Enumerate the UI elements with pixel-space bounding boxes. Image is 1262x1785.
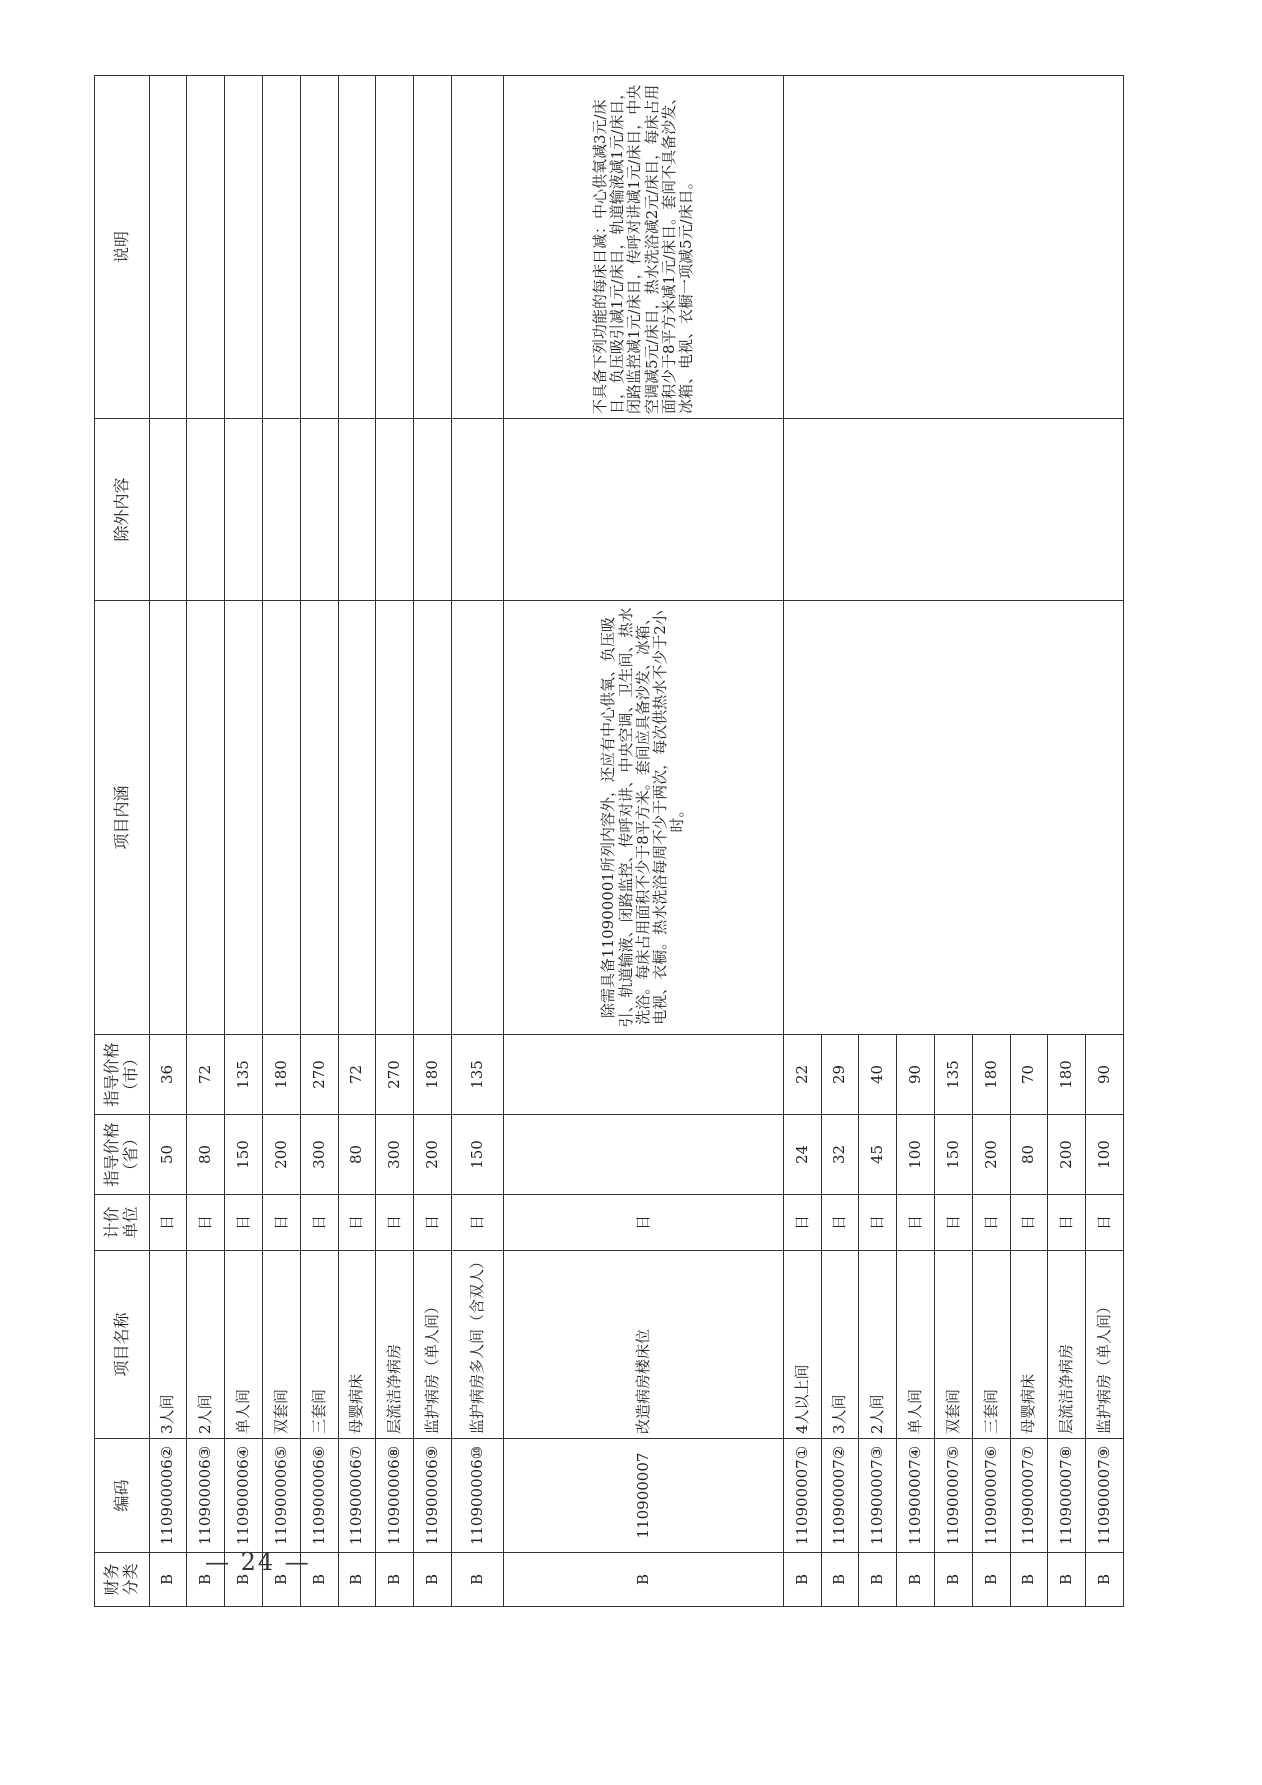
page-number: — 24 — bbox=[205, 1548, 311, 1576]
price-province-cell: 300 bbox=[376, 1115, 414, 1195]
price-province-cell: 80 bbox=[187, 1115, 225, 1195]
code-cell: 110900006⑩ bbox=[451, 1439, 504, 1553]
category-cell: B bbox=[1048, 1553, 1086, 1607]
header-price-province: 指导价格 （省） bbox=[95, 1115, 150, 1195]
category-cell: B bbox=[149, 1553, 187, 1607]
exclusions-cell bbox=[783, 419, 1123, 601]
name-cell: 监护病房多人间（含双人） bbox=[451, 1251, 504, 1439]
code-cell: 110900007⑧ bbox=[1048, 1439, 1086, 1553]
notes-cell bbox=[300, 76, 338, 419]
code-cell: 110900007⑤ bbox=[934, 1439, 972, 1553]
notes-cell bbox=[262, 76, 300, 419]
exclusions-cell bbox=[149, 419, 187, 601]
name-cell: 3人间 bbox=[149, 1251, 187, 1439]
price-province-cell: 200 bbox=[1048, 1115, 1086, 1195]
category-cell: B bbox=[972, 1553, 1010, 1607]
content-cell bbox=[300, 601, 338, 1035]
notes-cell bbox=[451, 76, 504, 419]
table-row bbox=[783, 76, 821, 1607]
table-row bbox=[504, 76, 783, 1607]
category-cell: B bbox=[225, 1553, 263, 1607]
category-cell: B bbox=[338, 1553, 376, 1607]
rotated-price-table bbox=[94, 76, 1124, 1607]
name-cell: 3人间 bbox=[821, 1251, 859, 1439]
notes-cell bbox=[149, 76, 187, 419]
price-city-cell: 40 bbox=[859, 1035, 897, 1115]
price-city-cell: 29 bbox=[821, 1035, 859, 1115]
table-row bbox=[451, 76, 504, 1607]
unit-cell: 日 bbox=[338, 1195, 376, 1251]
category-cell: B bbox=[934, 1553, 972, 1607]
code-cell: 110900006③ bbox=[187, 1439, 225, 1553]
price-city-cell: 22 bbox=[783, 1035, 821, 1115]
name-cell: 三套间 bbox=[972, 1251, 1010, 1439]
unit-cell: 日 bbox=[934, 1195, 972, 1251]
price-province-cell: 150 bbox=[451, 1115, 504, 1195]
price-province-cell: 32 bbox=[821, 1115, 859, 1195]
content-cell bbox=[414, 601, 452, 1035]
header-code: 编码 bbox=[95, 1439, 150, 1553]
table-row bbox=[376, 76, 414, 1607]
name-cell: 三套间 bbox=[300, 1251, 338, 1439]
category-cell: B bbox=[187, 1553, 225, 1607]
name-cell: 2人间 bbox=[859, 1251, 897, 1439]
unit-cell: 日 bbox=[1086, 1195, 1124, 1251]
price-city-cell: 70 bbox=[1010, 1035, 1048, 1115]
content-cell bbox=[225, 601, 263, 1035]
price-province-cell: 80 bbox=[1010, 1115, 1048, 1195]
name-cell: 层流洁净病房 bbox=[1048, 1251, 1086, 1439]
table-row bbox=[414, 76, 452, 1607]
table-row bbox=[225, 76, 263, 1607]
unit-cell: 日 bbox=[451, 1195, 504, 1251]
price-city-cell: 180 bbox=[262, 1035, 300, 1115]
header-price-city: 指导价格 （市） bbox=[95, 1035, 150, 1115]
exclusions-cell bbox=[262, 419, 300, 601]
price-city-cell bbox=[504, 1035, 783, 1115]
category-cell: B bbox=[897, 1553, 935, 1607]
content-cell: 除需具备110900001所列内容外，还应有中心供氧、负压吸引、轨道输液、闭路监控、传呼对讲、中央空调、卫生间、热水洗浴。每床占用面积不少于8平方米。套间应具备沙发、冰箱、电视、衣橱。热水洗浴每周不少于两次，每次供热水不少于2小时。 bbox=[504, 601, 783, 1035]
price-city-cell: 135 bbox=[451, 1035, 504, 1115]
content-cell bbox=[262, 601, 300, 1035]
notes-cell bbox=[783, 76, 1123, 419]
exclusions-cell bbox=[376, 419, 414, 601]
price-city-cell: 72 bbox=[338, 1035, 376, 1115]
price-province-cell: 45 bbox=[859, 1115, 897, 1195]
content-cell bbox=[376, 601, 414, 1035]
price-province-cell: 24 bbox=[783, 1115, 821, 1195]
content-cell bbox=[149, 601, 187, 1035]
content-cell bbox=[338, 601, 376, 1035]
price-province-cell: 300 bbox=[300, 1115, 338, 1195]
code-cell: 110900007② bbox=[821, 1439, 859, 1553]
table-row bbox=[338, 76, 376, 1607]
price-table bbox=[94, 75, 1124, 1607]
category-cell: B bbox=[414, 1553, 452, 1607]
category-cell: B bbox=[262, 1553, 300, 1607]
price-city-cell: 90 bbox=[1086, 1035, 1124, 1115]
price-province-cell: 100 bbox=[1086, 1115, 1124, 1195]
code-cell: 110900006⑦ bbox=[338, 1439, 376, 1553]
header-name: 项目名称 bbox=[95, 1251, 150, 1439]
unit-cell: 日 bbox=[504, 1195, 783, 1251]
price-province-cell: 150 bbox=[934, 1115, 972, 1195]
name-cell: 层流洁净病房 bbox=[376, 1251, 414, 1439]
exclusions-cell bbox=[414, 419, 452, 601]
exclusions-cell bbox=[451, 419, 504, 601]
name-cell: 单人间 bbox=[897, 1251, 935, 1439]
price-city-cell: 270 bbox=[376, 1035, 414, 1115]
header-content: 项目内涵 bbox=[95, 601, 150, 1035]
category-cell: B bbox=[859, 1553, 897, 1607]
unit-cell: 日 bbox=[859, 1195, 897, 1251]
name-cell: 2人间 bbox=[187, 1251, 225, 1439]
code-cell: 110900007① bbox=[783, 1439, 821, 1553]
code-cell: 110900006⑧ bbox=[376, 1439, 414, 1553]
price-city-cell: 90 bbox=[897, 1035, 935, 1115]
header-row bbox=[95, 76, 150, 1607]
table-row bbox=[187, 76, 225, 1607]
unit-cell: 日 bbox=[225, 1195, 263, 1251]
exclusions-cell bbox=[225, 419, 263, 601]
price-city-cell: 270 bbox=[300, 1035, 338, 1115]
unit-cell: 日 bbox=[897, 1195, 935, 1251]
notes-cell: 不具备下列功能的每床日减：中心供氧减3元/床日，负压吸引减1元/床日，轨道输液减1元/床日，闭路监控减1元/床日，传呼对讲减1元/床日，中央空调减5元/床日，热水洗浴减2元/床日，每床占用面积少于8平方米减1元/床日。套间不具备沙发、冰箱、电视、衣橱一项减5元/床日。 bbox=[504, 76, 783, 419]
notes-cell bbox=[338, 76, 376, 419]
name-cell: 双套间 bbox=[934, 1251, 972, 1439]
unit-cell: 日 bbox=[149, 1195, 187, 1251]
category-cell: B bbox=[1086, 1553, 1124, 1607]
name-cell: 双套间 bbox=[262, 1251, 300, 1439]
unit-cell: 日 bbox=[1010, 1195, 1048, 1251]
price-city-cell: 180 bbox=[414, 1035, 452, 1115]
category-cell: B bbox=[821, 1553, 859, 1607]
price-province-cell: 100 bbox=[897, 1115, 935, 1195]
exclusions-cell bbox=[338, 419, 376, 601]
price-province-cell bbox=[504, 1115, 783, 1195]
price-province-cell: 50 bbox=[149, 1115, 187, 1195]
price-city-cell: 180 bbox=[1048, 1035, 1086, 1115]
notes-cell bbox=[376, 76, 414, 419]
unit-cell: 日 bbox=[972, 1195, 1010, 1251]
category-cell: B bbox=[376, 1553, 414, 1607]
unit-cell: 日 bbox=[262, 1195, 300, 1251]
name-cell: 母婴病床 bbox=[338, 1251, 376, 1439]
table-row bbox=[300, 76, 338, 1607]
content-cell bbox=[783, 601, 1123, 1035]
exclusions-cell bbox=[504, 419, 783, 601]
price-city-cell: 135 bbox=[934, 1035, 972, 1115]
price-city-cell: 135 bbox=[225, 1035, 263, 1115]
unit-cell: 日 bbox=[300, 1195, 338, 1251]
notes-cell bbox=[414, 76, 452, 419]
unit-cell: 日 bbox=[187, 1195, 225, 1251]
code-cell: 110900007⑨ bbox=[1086, 1439, 1124, 1553]
code-cell: 110900007 bbox=[504, 1439, 783, 1553]
category-cell: B bbox=[1010, 1553, 1048, 1607]
header-notes: 说明 bbox=[95, 76, 150, 419]
table-row bbox=[262, 76, 300, 1607]
header-unit: 计价 单位 bbox=[95, 1195, 150, 1251]
price-province-cell: 150 bbox=[225, 1115, 263, 1195]
name-cell: 监护病房（单人间） bbox=[414, 1251, 452, 1439]
code-cell: 110900007④ bbox=[897, 1439, 935, 1553]
code-cell: 110900007⑥ bbox=[972, 1439, 1010, 1553]
category-cell: B bbox=[300, 1553, 338, 1607]
code-cell: 110900006⑨ bbox=[414, 1439, 452, 1553]
name-cell: 监护病房（单人间） bbox=[1086, 1251, 1124, 1439]
unit-cell: 日 bbox=[821, 1195, 859, 1251]
exclusions-cell bbox=[300, 419, 338, 601]
price-city-cell: 72 bbox=[187, 1035, 225, 1115]
price-province-cell: 200 bbox=[262, 1115, 300, 1195]
category-cell: B bbox=[504, 1553, 783, 1607]
price-province-cell: 200 bbox=[972, 1115, 1010, 1195]
unit-cell: 日 bbox=[1048, 1195, 1086, 1251]
code-cell: 110900006⑥ bbox=[300, 1439, 338, 1553]
name-cell: 母婴病床 bbox=[1010, 1251, 1048, 1439]
price-city-cell: 36 bbox=[149, 1035, 187, 1115]
content-cell bbox=[451, 601, 504, 1035]
header-exclusions: 除外内容 bbox=[95, 419, 150, 601]
code-cell: 110900006④ bbox=[225, 1439, 263, 1553]
name-cell: 4人以上间 bbox=[783, 1251, 821, 1439]
notes-cell bbox=[225, 76, 263, 419]
category-cell: B bbox=[783, 1553, 821, 1607]
name-cell: 改造病房楼床位 bbox=[504, 1251, 783, 1439]
header-category: 财务 分类 bbox=[95, 1553, 150, 1607]
code-cell: 110900006⑤ bbox=[262, 1439, 300, 1553]
unit-cell: 日 bbox=[414, 1195, 452, 1251]
table-row bbox=[149, 76, 187, 1607]
category-cell: B bbox=[451, 1553, 504, 1607]
notes-cell bbox=[187, 76, 225, 419]
content-cell bbox=[187, 601, 225, 1035]
price-city-cell: 180 bbox=[972, 1035, 1010, 1115]
code-cell: 110900007⑦ bbox=[1010, 1439, 1048, 1553]
price-province-cell: 200 bbox=[414, 1115, 452, 1195]
unit-cell: 日 bbox=[783, 1195, 821, 1251]
unit-cell: 日 bbox=[376, 1195, 414, 1251]
name-cell: 单人间 bbox=[225, 1251, 263, 1439]
code-cell: 110900007③ bbox=[859, 1439, 897, 1553]
exclusions-cell bbox=[187, 419, 225, 601]
code-cell: 110900006② bbox=[149, 1439, 187, 1553]
price-province-cell: 80 bbox=[338, 1115, 376, 1195]
